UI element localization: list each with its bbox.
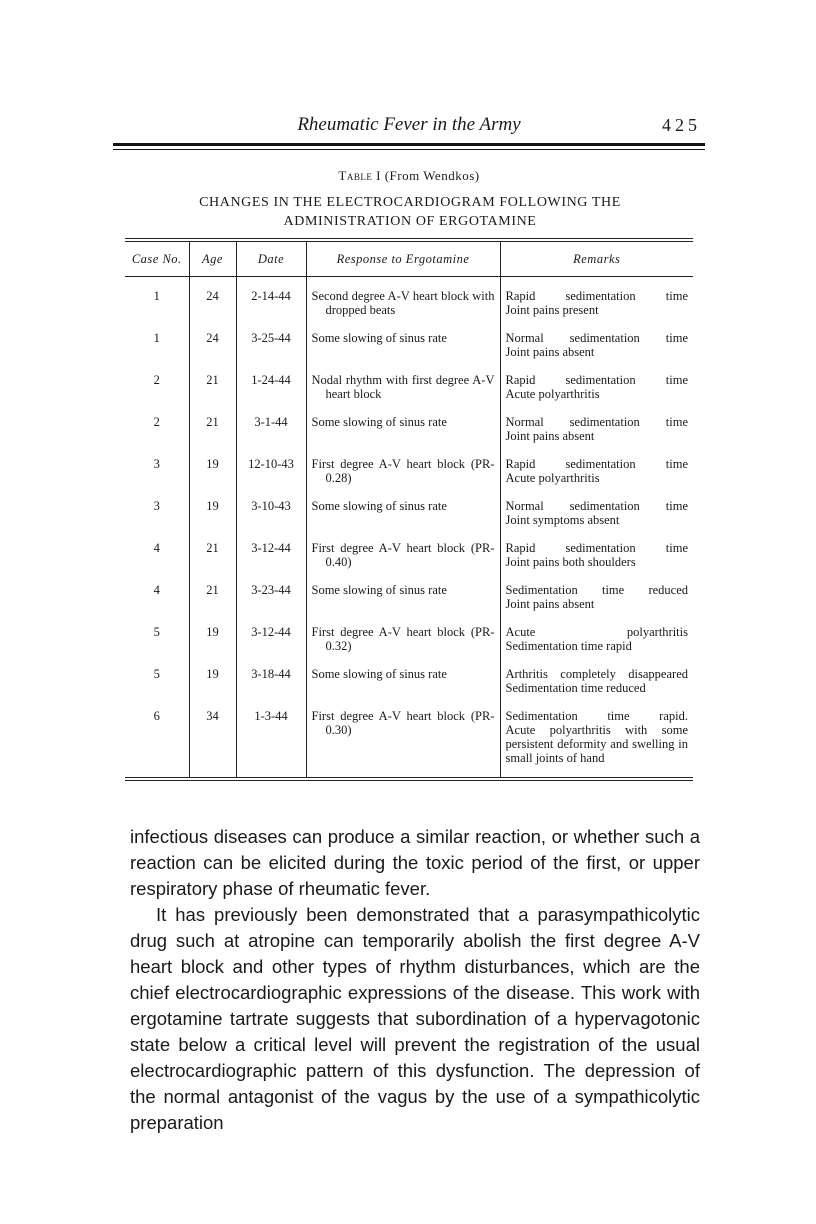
cell-case-no: 6 — [125, 705, 189, 779]
table-row — [125, 663, 693, 705]
cell-case-no: 5 — [153, 667, 160, 681]
cell-remarks — [500, 495, 693, 537]
table-row — [125, 327, 693, 369]
cell-date: 3-23-44 — [236, 579, 306, 621]
cell-remarks — [500, 621, 693, 663]
paragraph: It has previously been demonstrated that a parasympathicolytic drug such at atropine can temporarily abolish the first degree A-V heart block and other types of rhythm disturbances, which are the chief electrocardiographic expressions of the disease. This work with ergotamine tartrate suggests that subordination of a hypervagotonic state below a critical level will prevent the registration of the usual electrocardiographic pattern of this dysfunction. The depression of the normal antagonist of the vagus by the use of a sympathicolytic preparation — [130, 904, 700, 1133]
cell-response — [306, 663, 500, 705]
table-title: CHANGES IN THE ELECTROCARDIOGRAM FOLLOWING THE ADMINISTRATION OF ERGOTAMINE — [199, 195, 621, 229]
table-row — [125, 495, 693, 537]
cell-date: 3-12-44 — [236, 621, 306, 663]
table-number: Table I — [338, 168, 381, 183]
remark-line: Joint pains both shoulders — [505, 555, 636, 569]
cell-response — [306, 537, 500, 579]
col-header-age: Age — [189, 240, 236, 277]
cell-remarks — [500, 579, 693, 621]
response-text: Second degree A-V heart block with dropped beats — [311, 289, 495, 317]
response-text: First degree A-V heart block (PR-0.30) — [311, 709, 495, 737]
cell-remarks — [500, 277, 693, 328]
body-text — [130, 824, 700, 1136]
response-text: Nodal rhythm with first degree A-V heart block — [311, 373, 495, 401]
cell-date: 2-14-44 — [236, 277, 306, 328]
cell-age: 24 — [189, 277, 236, 328]
col-header-response: Response to Ergotamine — [306, 240, 500, 277]
col-header-case: Case No. — [125, 240, 189, 277]
cell-age: 19 — [189, 453, 236, 495]
cell-response — [306, 369, 500, 411]
cell-response — [306, 453, 500, 495]
remark-line: Acute polyarthritis — [505, 387, 600, 401]
cell-date: 3-18-44 — [236, 663, 306, 705]
response-text: First degree A-V heart block (PR-0.28) — [311, 457, 495, 485]
cell-response — [306, 277, 500, 328]
cell-age: 21 — [189, 579, 236, 621]
cell-age: 21 — [189, 411, 236, 453]
paragraph: infectious diseases can produce a similar reaction, or whether such a reaction can be elicited during the toxic period of the first, or upper respiratory phase of rheumatic fever. — [130, 826, 700, 899]
cell-age: 19 — [189, 663, 236, 705]
remark-line: Rapid sedimentation time — [505, 541, 688, 555]
remark-line: Acute polyarthritis with some persistent deformity and swelling in small joints of hand — [505, 723, 688, 765]
cell-age: 21 — [189, 537, 236, 579]
response-text: Some slowing of sinus rate — [311, 331, 447, 345]
table-row — [125, 705, 693, 779]
cell-response — [306, 327, 500, 369]
ecg-changes-table — [125, 238, 693, 781]
cell-case-no: 2 — [153, 373, 160, 387]
table-row — [125, 579, 693, 621]
remark-line: Normal sedimentation time — [505, 499, 688, 513]
cell-age: 21 — [189, 369, 236, 411]
cell-date: 3-10-43 — [236, 495, 306, 537]
cell-case-no: 3 — [153, 457, 160, 471]
remark-line: Joint pains absent — [505, 597, 595, 611]
cell-remarks — [500, 705, 693, 779]
cell-age: 34 — [189, 705, 236, 779]
cell-age: 19 — [189, 621, 236, 663]
remark-line: Acute polyarthritis — [505, 471, 600, 485]
cell-remarks — [500, 411, 693, 453]
table-row — [125, 411, 693, 453]
table-header-row — [125, 240, 693, 277]
cell-remarks — [500, 327, 693, 369]
remark-line: Sedimentation time reduced — [505, 583, 688, 597]
cell-response — [306, 579, 500, 621]
cell-remarks — [500, 663, 693, 705]
cell-date: 3-25-44 — [236, 327, 306, 369]
header-rule-thick — [113, 143, 705, 146]
table-label — [113, 168, 705, 184]
table-source: (From Wendkos) — [384, 168, 480, 183]
cell-response — [306, 705, 500, 779]
remark-line: Sedimentation time reduced — [505, 681, 646, 695]
response-text: Some slowing of sinus rate — [311, 667, 447, 681]
cell-response — [306, 621, 500, 663]
col-header-date: Date — [236, 240, 306, 277]
cell-case-no: 5 — [153, 625, 160, 639]
cell-age: 24 — [189, 327, 236, 369]
remark-line: Joint pains absent — [505, 345, 595, 359]
remark-line: Arthritis completely disappeared — [505, 667, 688, 681]
response-text: First degree A-V heart block (PR-0.32) — [311, 625, 495, 653]
cell-date: 12-10-43 — [236, 453, 306, 495]
table-row — [125, 453, 693, 495]
remark-line: Rapid sedimentation time — [505, 457, 688, 471]
remark-line: Sedimentation time rapid. — [505, 709, 688, 723]
cell-date: 3-12-44 — [236, 537, 306, 579]
remark-line: Normal sedimentation time — [505, 331, 688, 345]
cell-date: 1-24-44 — [236, 369, 306, 411]
remark-line: Joint symptoms absent — [505, 513, 620, 527]
cell-case-no: 3 — [153, 499, 160, 513]
response-text: First degree A-V heart block (PR-0.40) — [311, 541, 495, 569]
remark-line: Joint pains present — [505, 303, 599, 317]
response-text: Some slowing of sinus rate — [311, 415, 447, 429]
cell-case-no: 1 — [153, 289, 160, 303]
page-header — [113, 114, 705, 144]
cell-remarks — [500, 453, 693, 495]
remark-line: Acute polyarthritis — [505, 625, 688, 639]
remark-line: Rapid sedimentation time — [505, 289, 688, 303]
header-rule-thin — [113, 149, 705, 150]
table-row — [125, 537, 693, 579]
response-text: Some slowing of sinus rate — [311, 499, 447, 513]
remark-line: Normal sedimentation time — [505, 415, 688, 429]
cell-case-no: 4 — [153, 541, 160, 555]
cell-remarks — [500, 369, 693, 411]
table-row — [125, 277, 693, 328]
remark-line: Sedimentation time rapid — [505, 639, 632, 653]
cell-date: 1-3-44 — [236, 705, 306, 779]
response-text: Some slowing of sinus rate — [311, 583, 447, 597]
cell-case-no: 4 — [153, 583, 160, 597]
cell-response — [306, 495, 500, 537]
cell-case-no: 1 — [153, 331, 160, 345]
col-header-remarks: Remarks — [500, 240, 693, 277]
cell-date: 3-1-44 — [236, 411, 306, 453]
page-number: 425 — [662, 115, 701, 135]
running-title: Rheumatic Fever in the Army — [297, 114, 521, 135]
cell-remarks — [500, 537, 693, 579]
cell-age: 19 — [189, 495, 236, 537]
cell-case-no: 2 — [153, 415, 160, 429]
table-row — [125, 621, 693, 663]
remark-line: Rapid sedimentation time — [505, 373, 688, 387]
table-row — [125, 369, 693, 411]
cell-response — [306, 411, 500, 453]
remark-line: Joint pains absent — [505, 429, 595, 443]
